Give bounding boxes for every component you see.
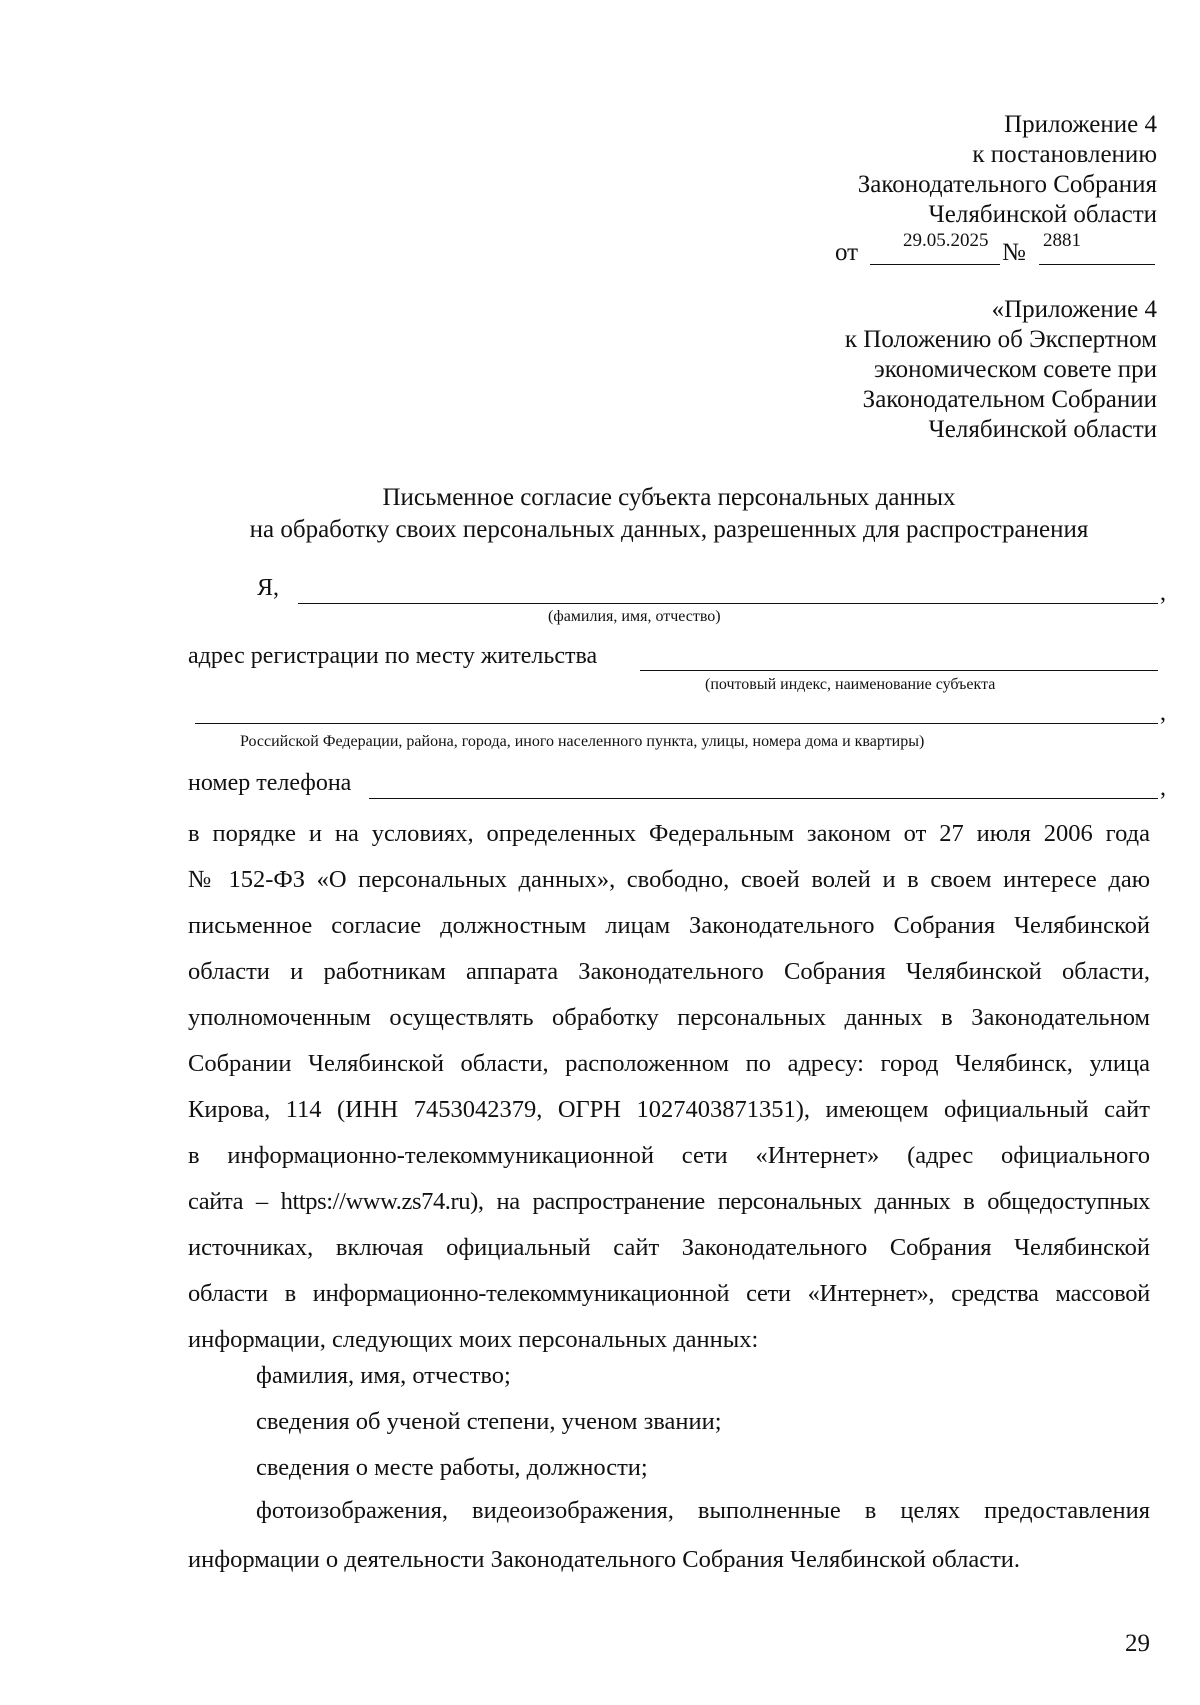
document-title-line-1: Письменное согласие субъекта персональных данных [382,484,956,511]
number-underline [1039,264,1155,265]
page-number: 29 [1125,1630,1150,1657]
phone-comma: , [1160,775,1166,801]
consent-line: № 152-ФЗ «О персональных данных», свободно, своей волей и в своем интересе даю [188,866,1150,893]
name-hint: (фамилия, имя, отчество) [548,608,721,625]
consent-line: письменное согласие должностным лицам Законодательного Собрания Челябинской [188,912,1150,939]
number-prefix: № [1002,239,1026,266]
address-field[interactable] [640,670,1158,671]
appendix-header-line-4: Челябинской области [928,201,1157,228]
name-comma: , [1160,580,1166,606]
final-paragraph-line-1-wrap [256,1488,1150,1534]
consent-line: в порядке и на условиях, определенных Федеральным законом от 27 июля 2006 года [188,820,1150,847]
name-field[interactable] [298,603,1158,604]
final-paragraph-line-1: фотоизображения, видеоизображения, выполненные в целях предоставления [256,1497,1150,1524]
regulation-header-line-4: Законодательном Собрании [862,386,1157,413]
phone-label: номер телефона [188,770,352,796]
consent-line: Собрании Челябинской области, расположенном по адресу: город Челябинск, улица [188,1050,1150,1077]
data-item: фамилия, имя, отчество; [256,1362,511,1389]
appendix-header-line-1: Приложение 4 [1004,111,1157,138]
appendix-header-line-2: к постановлению [972,141,1157,168]
appendix-header-line-3: Законодательного Собрания [857,171,1157,198]
date-number-line [835,230,1157,270]
consent-line: уполномоченным осуществлять обработку персональных данных в Законодательном [188,1004,1150,1031]
consent-line: в информационно-телекоммуникационной сети «Интернет» (адрес официального [188,1142,1150,1169]
regulation-header-line-5: Челябинской области [928,416,1157,443]
consent-line: области в информационно-телекоммуникационной сети «Интернет», средства массовой [188,1280,1150,1307]
consent-line: источниках, включая официальный сайт Законодательного Собрания Челябинской [188,1234,1150,1261]
date-prefix: от [835,239,859,266]
data-item: сведения о месте работы, должности; [256,1454,648,1481]
address-comma: , [1160,700,1166,726]
final-paragraph-line-2: информации о деятельности Законодательного Собрания Челябинской области. [188,1546,1021,1573]
address-field-continued[interactable] [195,723,1158,724]
date-underline [870,264,1000,265]
regulation-header [737,295,1157,455]
name-label: Я, [257,575,280,601]
consent-line: сайта – https://www.zs74.ru), на распространение персональных данных в общедоступных [188,1188,1150,1215]
date-value: 29.05.2025 [903,230,989,251]
regulation-header-line-2: к Положению об Экспертном [844,326,1157,353]
address-hint-1: (почтовый индекс, наименование субъекта [705,676,996,693]
consent-line: Кирова, 114 (ИНН 7453042379, ОГРН 1027403871351), имеющем официальный сайт [188,1096,1150,1123]
document-title-line-2: на обработку своих персональных данных, разрешенных для распространения [249,516,1089,543]
regulation-header-line-3: экономическом совете при [874,356,1157,383]
consent-line: информации, следующих моих персональных данных: [188,1326,759,1353]
phone-field[interactable] [369,798,1158,799]
number-value: 2881 [1043,230,1081,251]
data-item: сведения об ученой степени, ученом звании; [256,1408,722,1435]
regulation-header-line-1: «Приложение 4 [991,296,1157,323]
document-title [188,482,1150,546]
address-label: адрес регистрации по месту жительства [188,643,598,669]
address-hint-2: Российской Федерации, района, города, иного населенного пункта, улицы, номера дома и квартиры) [240,733,925,750]
consent-line: области и работникам аппарата Законодательного Собрания Челябинской области, [188,958,1150,985]
consent-paragraph [188,811,1150,1363]
